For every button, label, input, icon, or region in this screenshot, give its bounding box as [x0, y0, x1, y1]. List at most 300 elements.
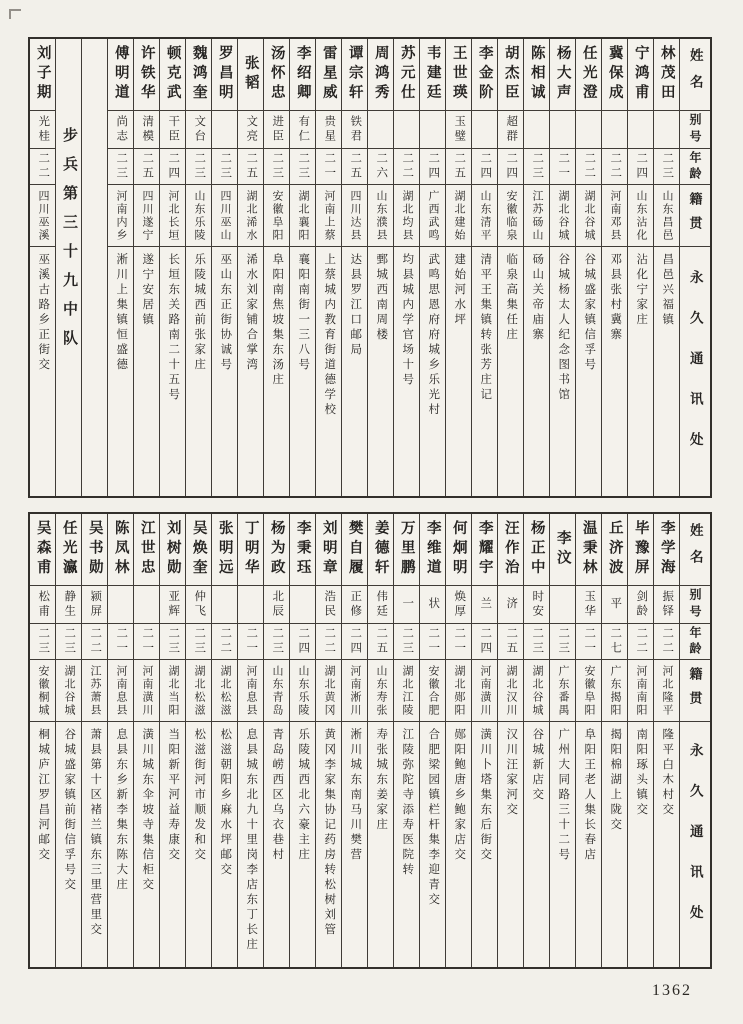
- address-cell: [30, 247, 55, 496]
- address-cell: [342, 722, 367, 967]
- person-column: [211, 39, 237, 496]
- alias-cell: [472, 111, 497, 149]
- name-cell: [498, 39, 523, 111]
- person-column: [30, 514, 55, 967]
- alias-cell-text: 文台: [193, 115, 206, 144]
- name-cell: [342, 514, 367, 586]
- age-cell-text: 二一: [583, 627, 596, 656]
- age-cell-text: 二四: [349, 627, 362, 656]
- alias-cell: [628, 111, 653, 149]
- name-cell: [134, 514, 159, 586]
- origin-cell: [134, 185, 159, 247]
- address-cell: [264, 247, 289, 496]
- age-cell: [446, 149, 471, 185]
- person-column: [497, 514, 523, 967]
- header-column: [679, 39, 710, 496]
- address-cell-text: 长垣东关路南二十五号: [167, 253, 180, 403]
- person-column: [445, 39, 471, 496]
- address-cell: [212, 247, 237, 496]
- age-cell: [134, 624, 159, 660]
- name-cell: [212, 514, 237, 586]
- age-cell: [446, 624, 471, 660]
- address-cell-text: 松滋朝阳乡麻水坪邮交: [219, 728, 232, 878]
- name-cell: [160, 514, 185, 586]
- origin-cell-text: 安徽合肥: [427, 665, 439, 717]
- name-cell: [290, 514, 315, 586]
- alias-cell: [498, 586, 523, 624]
- age-cell: [498, 149, 523, 185]
- address-cell: [316, 722, 341, 967]
- origin-cell: [394, 660, 419, 722]
- address-cell-text: 汉川汪家河交: [505, 728, 518, 818]
- name-cell-text: 温秉林: [580, 520, 597, 579]
- alias-cell: [160, 586, 185, 624]
- address-cell: [472, 247, 497, 496]
- address-cell: [160, 247, 185, 496]
- name-cell: [576, 514, 601, 586]
- address-cell-text: 巫溪古路乡正街交: [37, 253, 50, 373]
- origin-cell-text: 广东番禺: [557, 665, 569, 717]
- origin-cell: [108, 660, 133, 722]
- name-cell-text: 陈凤林: [112, 520, 129, 579]
- alias-cell-text: 清模: [141, 115, 154, 144]
- origin-cell-text: 湖北谷城: [531, 665, 543, 717]
- age-cell-text: 二二: [609, 152, 622, 181]
- age-cell: [30, 624, 55, 660]
- person-column: [185, 514, 211, 967]
- age-cell: [654, 624, 679, 660]
- name-cell: [316, 39, 341, 111]
- person-column: [289, 514, 315, 967]
- address-cell-text: 合肥梁园镇栏杆集李迎青交: [427, 728, 440, 908]
- address-cell-text: 襄阳南街一三八号: [297, 253, 310, 373]
- address-cell: [420, 247, 445, 496]
- origin-cell-text: 山东乐陵: [297, 665, 309, 717]
- corner-mark: [9, 9, 21, 19]
- origin-cell-text: 安徽阜阳: [583, 665, 595, 717]
- origin-cell: [628, 185, 653, 247]
- person-column: [393, 514, 419, 967]
- age-cell: [368, 149, 393, 185]
- address-cell: [654, 247, 679, 496]
- alias-cell: [238, 586, 263, 624]
- person-column: [653, 39, 679, 496]
- name-cell-text: 张韬: [242, 55, 259, 94]
- alias-cell-text: 剑龄: [635, 590, 648, 619]
- address-cell-text: 遂宁安居镇: [141, 253, 154, 328]
- address-cell-text: 黄冈李家集协记药房转松树刘管: [323, 728, 336, 938]
- name-cell-text: 顿克武: [164, 45, 181, 104]
- origin-cell-text: 江苏萧县: [89, 665, 101, 717]
- name-cell-text: 汪作治: [502, 520, 519, 579]
- address-cell-text: 谷城盛家镇信孚号: [583, 253, 596, 373]
- address-cell: [108, 247, 133, 496]
- alias-cell-text: 静生: [63, 590, 76, 619]
- age-cell: [524, 624, 549, 660]
- name-cell-text: 李绍卿: [294, 45, 311, 104]
- age-cell-text: 二三: [63, 627, 76, 656]
- name-cell: [186, 514, 211, 586]
- alias-cell: [316, 586, 341, 624]
- age-cell-text: 二四: [427, 152, 440, 181]
- name-cell-text: 谭宗轩: [346, 45, 363, 104]
- alias-cell: [160, 111, 185, 149]
- name-cell: [420, 514, 445, 586]
- person-column: [315, 39, 341, 496]
- address-cell-text: 清平王集镇转张芳庄记: [479, 253, 492, 403]
- address-cell: [524, 247, 549, 496]
- name-cell: [628, 514, 653, 586]
- row-label: [680, 111, 710, 149]
- origin-cell: [446, 185, 471, 247]
- origin-cell: [342, 185, 367, 247]
- origin-cell: [290, 660, 315, 722]
- age-cell: [628, 624, 653, 660]
- age-cell: [576, 624, 601, 660]
- address-cell-text: 邓县张村冀寨: [609, 253, 622, 343]
- alias-cell: [186, 111, 211, 149]
- address-cell-text: 阜阳南焦坡集东汤庄: [271, 253, 284, 388]
- origin-cell-text: 山东清平: [479, 190, 491, 242]
- address-cell-text: 建始河水坪: [453, 253, 466, 328]
- age-cell: [160, 624, 185, 660]
- age-cell: [342, 149, 367, 185]
- address-cell: [576, 247, 601, 496]
- age-cell: [342, 624, 367, 660]
- address-cell: [498, 247, 523, 496]
- age-cell: [186, 624, 211, 660]
- age-cell: [134, 149, 159, 185]
- name-cell-text: 李秉珏: [294, 520, 311, 579]
- age-cell: [186, 149, 211, 185]
- age-cell: [394, 149, 419, 185]
- address-cell-text: 砀山关帝庙寨: [531, 253, 544, 343]
- name-cell: [394, 39, 419, 111]
- address-cell-text: 桐城庐江罗昌河邮交: [37, 728, 50, 863]
- alias-cell: [446, 586, 471, 624]
- origin-cell: [212, 185, 237, 247]
- origin-cell-text: 湖北谷城: [583, 190, 595, 242]
- alias-cell: [394, 111, 419, 149]
- alias-cell: [576, 111, 601, 149]
- person-column: [341, 39, 367, 496]
- row-label-text: 籍贯: [687, 191, 703, 240]
- origin-cell: [316, 185, 341, 247]
- alias-cell: [238, 111, 263, 149]
- name-cell: [56, 514, 81, 586]
- origin-cell-text: 山东沾化: [635, 190, 647, 242]
- alias-cell: [654, 586, 679, 624]
- address-cell: [30, 722, 55, 967]
- person-column: [393, 39, 419, 496]
- address-cell: [524, 722, 549, 967]
- origin-cell-text: 湖北当阳: [167, 665, 179, 717]
- address-cell-text: 萧县第十区褚兰镇东三里营里交: [89, 728, 102, 938]
- alias-cell-text: 时安: [531, 590, 544, 619]
- name-cell-text: 任光澄: [580, 45, 597, 104]
- address-cell: [238, 722, 263, 967]
- origin-cell-text: 湖北江陵: [401, 665, 413, 717]
- person-column: [315, 514, 341, 967]
- alias-cell: [30, 111, 55, 149]
- alias-cell: [186, 586, 211, 624]
- age-cell: [602, 624, 627, 660]
- alias-cell-text: 状: [427, 597, 440, 612]
- origin-cell: [212, 660, 237, 722]
- name-cell: [186, 39, 211, 111]
- address-cell: [264, 722, 289, 967]
- origin-cell: [30, 660, 55, 722]
- age-cell: [394, 624, 419, 660]
- origin-cell-text: 四川达县: [349, 190, 361, 242]
- name-cell-text: 韦建廷: [424, 45, 441, 104]
- alias-cell-text: 松甫: [37, 590, 50, 619]
- row-label: [680, 514, 710, 586]
- age-cell: [576, 149, 601, 185]
- name-cell: [420, 39, 445, 111]
- origin-cell-text: 江苏砀山: [531, 190, 543, 242]
- age-cell-text: 二一: [141, 627, 154, 656]
- address-cell: [56, 722, 81, 967]
- person-column: [81, 514, 107, 967]
- person-column: [263, 514, 289, 967]
- name-cell-text: 王世瑛: [450, 45, 467, 104]
- name-cell-text: 周鸿秀: [372, 45, 389, 104]
- origin-cell-text: 四川巫山: [219, 190, 231, 242]
- row-label: [680, 149, 710, 185]
- age-cell: [498, 624, 523, 660]
- address-cell-text: 息县东乡新李集东陈大庄: [115, 728, 128, 893]
- origin-cell-text: 山东寿张: [375, 665, 387, 717]
- name-cell: [108, 514, 133, 586]
- alias-cell: [30, 586, 55, 624]
- address-cell-text: 松滋街河市顺发和交: [193, 728, 206, 863]
- alias-cell: [394, 586, 419, 624]
- name-cell: [368, 39, 393, 111]
- row-label: [680, 39, 710, 111]
- person-column: [549, 514, 575, 967]
- address-cell: [290, 247, 315, 496]
- origin-cell-text: 湖北谷城: [557, 190, 569, 242]
- row-label-text: 年龄: [688, 150, 702, 183]
- person-column: [185, 39, 211, 496]
- address-cell: [186, 247, 211, 496]
- origin-cell: [186, 660, 211, 722]
- alias-cell: [290, 111, 315, 149]
- alias-cell: [602, 586, 627, 624]
- origin-cell: [316, 660, 341, 722]
- alias-cell: [108, 111, 133, 149]
- age-cell: [368, 624, 393, 660]
- name-cell: [576, 39, 601, 111]
- address-cell-text: 上蔡城内教育街道德学校: [323, 253, 336, 418]
- age-cell-text: 二三: [37, 627, 50, 656]
- person-column: [367, 39, 393, 496]
- address-cell-text: 乐陵城西前张家庄: [193, 253, 206, 373]
- name-cell-text: 胡杰臣: [502, 45, 519, 104]
- person-column: [237, 39, 263, 496]
- origin-cell-text: 山东昌邑: [661, 190, 673, 242]
- address-cell-text: 潢川卜塔集东后街交: [479, 728, 492, 863]
- origin-cell-text: 湖北汉川: [505, 665, 517, 717]
- address-cell: [368, 247, 393, 496]
- origin-cell-text: 湖北建始: [453, 190, 465, 242]
- address-cell-text: 青岛崂西区乌衣巷村: [271, 728, 284, 863]
- name-cell-text: 雷星威: [320, 45, 337, 104]
- address-cell-text: 广州大同路三十二号: [557, 728, 570, 863]
- alias-cell: [134, 586, 159, 624]
- origin-cell-text: 四川巫溪: [37, 190, 49, 242]
- row-label: [680, 624, 710, 660]
- origin-cell: [550, 660, 575, 722]
- alias-cell: [498, 111, 523, 149]
- address-cell: [394, 247, 419, 496]
- name-cell-text: 许铁华: [138, 45, 155, 104]
- age-cell: [654, 149, 679, 185]
- name-cell-text: 万里鹏: [398, 520, 415, 579]
- alias-cell: [82, 586, 107, 624]
- origin-cell-text: 河南潢川: [479, 665, 491, 717]
- row-label: [680, 722, 710, 967]
- age-cell-text: 二五: [141, 152, 154, 181]
- name-cell-text: 杨正中: [528, 520, 545, 579]
- name-cell-text: 罗昌明: [216, 45, 233, 104]
- address-cell-text: 达县罗江口邮局: [349, 253, 362, 358]
- age-cell-text: 二七: [609, 627, 622, 656]
- address-cell-text: 沾化宁家庄: [635, 253, 648, 328]
- age-cell: [160, 149, 185, 185]
- name-cell: [368, 514, 393, 586]
- alias-cell: [420, 111, 445, 149]
- address-cell: [134, 722, 159, 967]
- row-label-text: 姓名: [687, 523, 703, 576]
- age-cell-text: 二四: [505, 152, 518, 181]
- alias-cell-text: 济: [505, 597, 518, 612]
- address-cell-text: 谷城新店交: [531, 728, 544, 803]
- person-column: [575, 39, 601, 496]
- address-cell-text: 浠水刘家铺合掌湾: [245, 253, 258, 373]
- age-cell: [30, 149, 55, 185]
- alias-cell-text: 铁君: [349, 115, 362, 144]
- row-label: [680, 185, 710, 247]
- person-column: [133, 39, 159, 496]
- name-cell-text: 林茂田: [658, 45, 675, 104]
- address-cell: [654, 722, 679, 967]
- alias-cell: [108, 586, 133, 624]
- alias-cell-text: 北辰: [271, 590, 284, 619]
- alias-cell: [342, 111, 367, 149]
- age-cell-text: 二一: [323, 152, 336, 181]
- age-cell: [316, 149, 341, 185]
- origin-cell: [56, 660, 81, 722]
- name-cell-text: 刘子期: [34, 45, 51, 104]
- age-cell-text: 二四: [479, 627, 492, 656]
- age-cell: [524, 149, 549, 185]
- alias-cell-text: 超群: [505, 115, 518, 144]
- age-cell: [420, 149, 445, 185]
- origin-cell-text: 河北长垣: [167, 190, 179, 242]
- alias-cell: [212, 111, 237, 149]
- name-cell-text: 姜德轩: [372, 520, 389, 579]
- name-cell-text: 吴焕奎: [190, 520, 207, 579]
- address-cell: [446, 247, 471, 496]
- origin-cell: [264, 660, 289, 722]
- age-cell-text: 二五: [505, 627, 518, 656]
- name-cell-text: 吴森甫: [34, 520, 51, 579]
- name-cell: [654, 39, 679, 111]
- name-cell: [160, 39, 185, 111]
- origin-cell: [524, 660, 549, 722]
- age-cell-text: 二二: [219, 627, 232, 656]
- origin-cell: [30, 185, 55, 247]
- origin-cell: [602, 660, 627, 722]
- age-cell-text: 二二: [401, 152, 414, 181]
- alias-cell: [628, 586, 653, 624]
- alias-cell-text: 振铎: [661, 590, 674, 619]
- origin-cell-text: 河南邓县: [609, 190, 621, 242]
- page-number: 1362: [652, 982, 692, 999]
- address-cell-text: 息县城东北九十里岗李店东丁长庄: [245, 728, 258, 953]
- origin-cell: [446, 660, 471, 722]
- address-cell-text: 淅川城东南马川樊营: [349, 728, 362, 863]
- origin-cell: [238, 185, 263, 247]
- person-column: [237, 514, 263, 967]
- header-column: [679, 514, 710, 967]
- alias-cell: [550, 111, 575, 149]
- age-cell-text: 二一: [115, 627, 128, 656]
- address-cell-text: 当阳新平河益寿康交: [167, 728, 180, 863]
- address-cell: [602, 722, 627, 967]
- age-cell-text: 二一: [557, 152, 570, 181]
- row-label-text: 别号: [688, 112, 702, 147]
- origin-cell: [628, 660, 653, 722]
- address-cell-text: 寿张城东姜家庄: [375, 728, 388, 833]
- alias-cell-text: 进臣: [271, 115, 284, 144]
- age-cell-text: 二二: [661, 627, 674, 656]
- alias-cell: [576, 586, 601, 624]
- name-cell: [30, 39, 55, 111]
- origin-cell-text: 湖北谷城: [63, 665, 75, 717]
- address-cell: [472, 722, 497, 967]
- age-cell: [82, 624, 107, 660]
- address-cell-text: 乐陵城西北六豪主庄: [297, 728, 310, 863]
- age-cell-text: 二一: [427, 627, 440, 656]
- name-cell-text: 李金阶: [476, 45, 493, 104]
- address-cell-text: 谷城盛家镇前街信孚号交: [63, 728, 76, 893]
- name-cell-text: 吴书勋: [86, 520, 103, 579]
- origin-cell-text: 四川遂宁: [141, 190, 153, 242]
- name-cell-text: 杨为政: [268, 520, 285, 579]
- empty-column: [81, 39, 107, 496]
- address-cell-text: 郧阳鲍唐乡鲍家店交: [453, 728, 466, 863]
- origin-cell: [472, 185, 497, 247]
- age-cell-text: 二三: [193, 152, 206, 181]
- name-cell-text: 樊自履: [346, 520, 363, 579]
- alias-cell-text: 文亮: [245, 115, 258, 144]
- name-cell: [316, 514, 341, 586]
- origin-cell-text: 安徽阜阳: [271, 190, 283, 242]
- origin-cell: [134, 660, 159, 722]
- origin-cell: [368, 660, 393, 722]
- age-cell-text: 二二: [635, 627, 648, 656]
- age-cell-text: 二三: [167, 627, 180, 656]
- person-column: [575, 514, 601, 967]
- origin-cell-text: 广西武鸣: [427, 190, 439, 242]
- alias-cell: [420, 586, 445, 624]
- age-cell-text: 二六: [375, 152, 388, 181]
- alias-cell: [56, 586, 81, 624]
- age-cell: [238, 624, 263, 660]
